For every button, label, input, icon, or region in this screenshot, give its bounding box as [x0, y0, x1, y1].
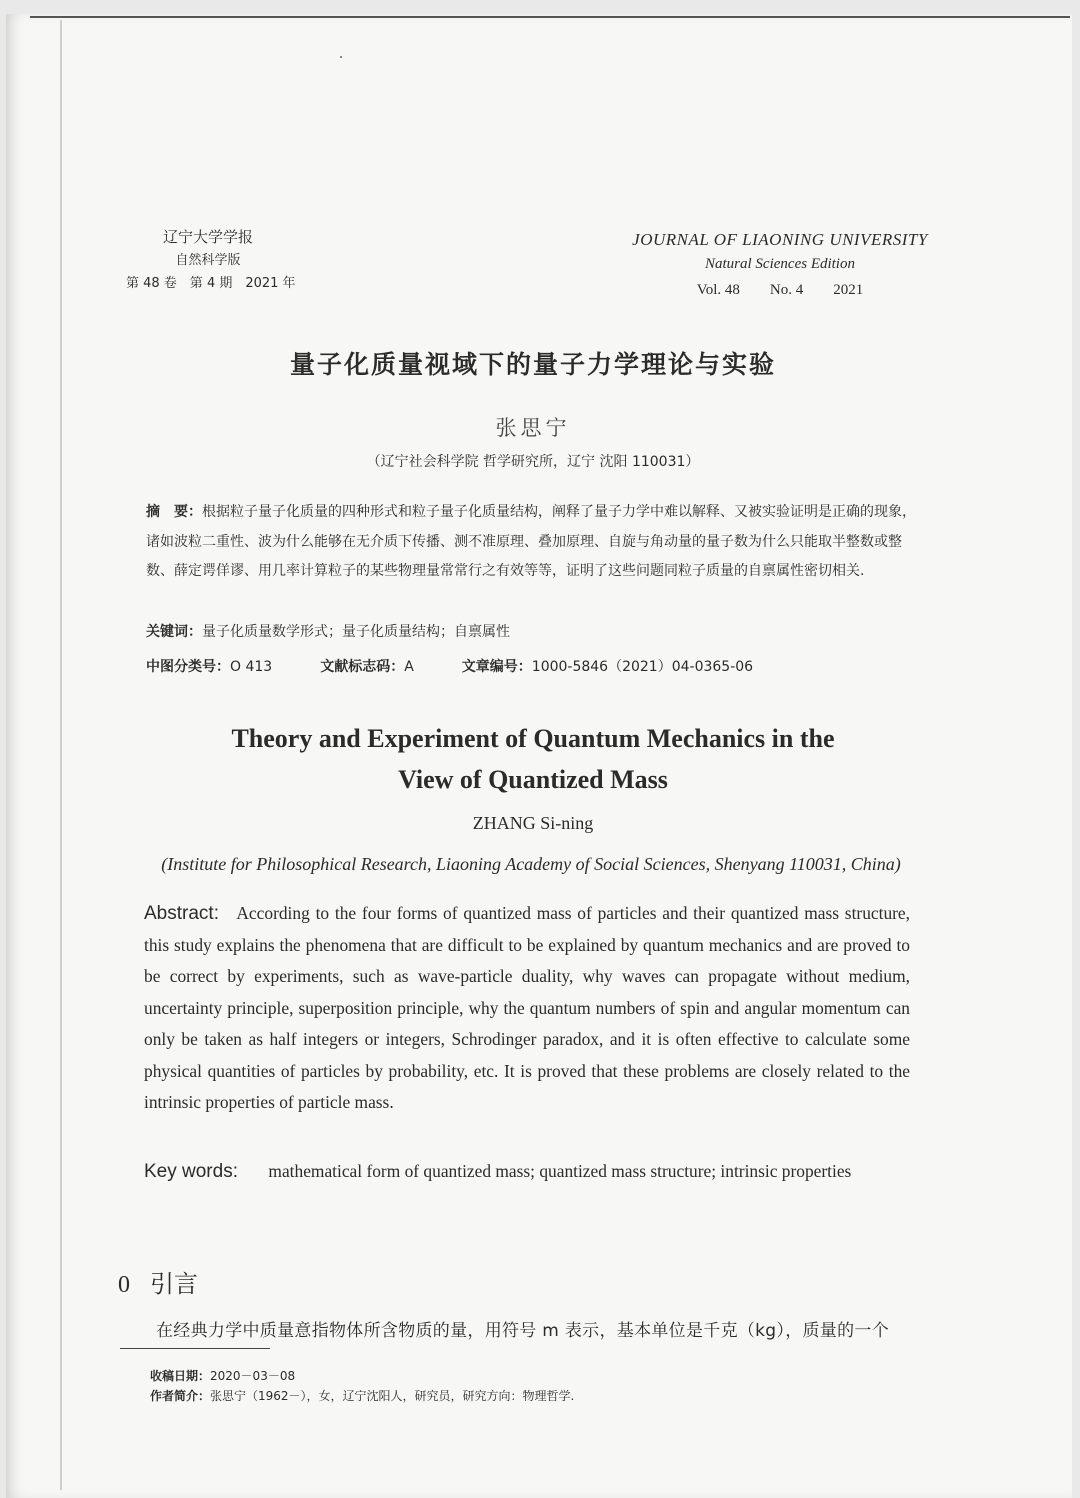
- article-number-label: 文章编号：: [461, 659, 532, 675]
- abstract-en-text: According to the four forms of quantized mass of particles and their quantized mass structure, this study explains the phenomena that are difficult to be explained by quantum mechanics and are proved to be correct by experiments, such as wave-particle duality, why waves can propagate without medium, uncertainty principle, superposition principle, why the quantum numbers of spin and angular momentum can only be taken as half integers or integers, Schrodinger paradox, and it is often effective to calculate some physical quantities of particles by probability, etc. It is proved that these problems are closely related to the intrinsic properties of particle mass.: [144, 903, 910, 1112]
- clc-value: O 413: [230, 659, 273, 675]
- keywords-en-label: Key words:: [144, 1161, 238, 1182]
- affiliation-en: (Institute for Philosophical Research, Liaoning Academy of Social Sciences, Shenyang 110031, China): [161, 854, 901, 874]
- keywords-cn-text: 量子化质量数学形式；量子化质量结构；自禀属性: [202, 624, 510, 640]
- footnote: [150, 1366, 850, 1406]
- page-top-edge: [30, 16, 1070, 18]
- footnote-received: [150, 1366, 850, 1386]
- journal-header-en: [610, 230, 950, 299]
- journal-volume-cn: 第 48 卷 第 4 期 2021 年: [126, 276, 296, 291]
- body-text-first-line: 在经典力学中质量意指物体所含物质的量，用符号 m 表示，基本单位是千克（kg），质量的一个: [156, 1321, 890, 1341]
- received-value: 2020－03－08: [210, 1369, 296, 1383]
- footnote-rule: [120, 1348, 270, 1349]
- affiliation-cn: （辽宁社会科学院 哲学研究所，辽宁 沈阳 110031）: [366, 454, 700, 470]
- journal-name-en: JOURNAL OF LIAONING UNIVERSITY: [632, 230, 928, 249]
- section-heading: [118, 1264, 198, 1299]
- abstract-en: [144, 898, 910, 1119]
- paper-title-en-line2: View of Quantized Mass: [398, 765, 668, 794]
- received-label: 收稿日期：: [150, 1369, 211, 1383]
- doc-code-label: 文献标志码：: [320, 659, 405, 675]
- journal-name-cn: 辽宁大学学报: [162, 228, 253, 246]
- journal-volume-en: Vol. 48 No. 4 2021: [696, 282, 864, 298]
- journal-edition-en: Natural Sciences Edition: [705, 256, 855, 272]
- footnote-author: [150, 1386, 850, 1406]
- author-name-en: ZHANG Si-ning: [472, 813, 594, 833]
- keywords-cn-label: 关键词：: [146, 624, 202, 640]
- author-bio-label: 作者简介：: [150, 1389, 211, 1403]
- classification-line: [146, 654, 916, 680]
- abstract-cn-label: 摘 要：: [146, 504, 202, 520]
- keywords-en-text: mathematical form of quantized mass; quantized mass structure; intrinsic properties: [268, 1161, 852, 1181]
- author-bio-value: 张思宁（1962－），女，辽宁沈阳人，研究员，研究方向：物理哲学.: [210, 1389, 575, 1403]
- scan-speck: [340, 56, 342, 58]
- abstract-cn-text: 根据粒子量子化质量的四种形式和粒子量子化质量结构，阐释了量子力学中难以解释、又被实验证明是正确的现象，诸如波粒二重性、波为什么能够在无介质下传播、测不准原理、叠加原理、自旋与角动量的量子数为什么只能取半整数或整数、薛定谔佯谬、用几率计算粒子的某些物理量常常行之有效等等，证明了这些问题同粒子质量的自禀属性密切相关.: [146, 504, 916, 579]
- keywords-cn: [146, 619, 916, 645]
- paper-title-en: [0, 718, 1066, 800]
- journal-header-cn: [118, 226, 298, 295]
- abstract-en-label: Abstract:: [144, 903, 219, 924]
- paper-title-en-line1: Theory and Experiment of Quantum Mechanics in the: [231, 724, 835, 753]
- paper-title-cn: 量子化质量视域下的量子力学理论与实验: [289, 350, 776, 379]
- section-number: 0: [118, 1272, 130, 1298]
- author-name-cn: 张思宁: [495, 416, 571, 440]
- article-number-value: 1000-5846（2021）04-0365-06: [531, 659, 754, 675]
- keywords-en: [144, 1156, 910, 1187]
- clc-label: 中图分类号：: [146, 659, 230, 675]
- section-title: 引言: [150, 1270, 198, 1298]
- abstract-cn: [146, 498, 916, 587]
- doc-code-value: A: [404, 659, 414, 675]
- journal-edition-cn: 自然科学版: [175, 253, 241, 268]
